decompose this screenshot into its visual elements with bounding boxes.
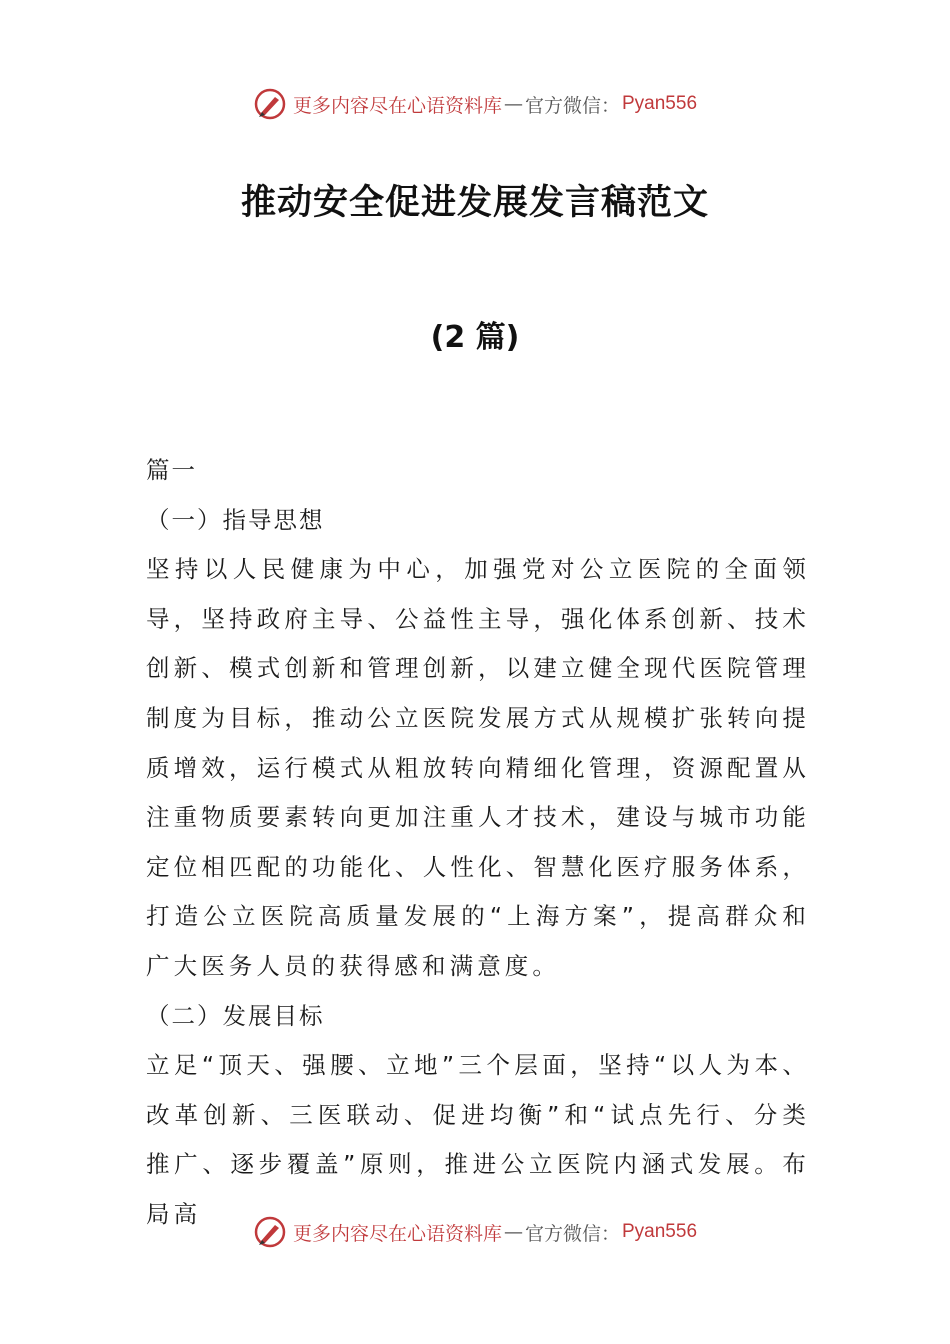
pen-logo-icon (253, 87, 287, 121)
watermark-wechat-id: Pyan556 (622, 93, 698, 114)
watermark-wechat-id: Pyan556 (622, 1221, 698, 1242)
watermark-official-label: 官方微信： (524, 94, 620, 117)
watermark-separator: — (503, 1221, 523, 1243)
watermark-banner-bottom (0, 1212, 950, 1252)
section-heading-development-goals: （二）发展目标 (146, 1001, 325, 1030)
part-label: 篇一 (146, 456, 197, 484)
watermark-text: 更多内容尽在心语资料库 (292, 94, 502, 117)
watermark-separator: — (503, 93, 523, 115)
watermark-official-label: 官方微信： (524, 1222, 620, 1245)
watermark-banner-top (0, 84, 950, 124)
document-title: 推动安全促进发展发言稿范文 (240, 183, 709, 223)
section-body-development-goals: 立足“顶天、强腰、立地”三个层面，坚持“以人为本、改革创新、三医联动、促进均衡”和“试点先行、分类推广、逐步覆盖”原则，推进公立医院内涵式发展。布局高 (146, 1051, 810, 1228)
document-subtitle: (2 篇) (430, 320, 520, 355)
pen-logo-icon (253, 1215, 287, 1249)
document-body (146, 446, 810, 1240)
watermark-text: 更多内容尽在心语资料库 (292, 1222, 502, 1245)
section-body-guiding-ideology: 坚持以人民健康为中心，加强党对公立医院的全面领导，坚持政府主导、公益性主导，强化体系创新、技术创新、模式创新和管理创新，以建立健全现代医院管理制度为目标，推动公立医院发展方式从规模扩张转向提质增效，运行模式从粗放转向精细化管理，资源配置从注重物质要素转向更加注重人才技术，建设与城市功能定位相匹配的功能化、人性化、智慧化医疗服务体系，打造公立医院高质量发展的“上海方案”，提高群众和广大医务人员的获得感和满意度。 (146, 555, 810, 980)
section-heading-guiding-ideology: （一）指导思想 (146, 505, 325, 534)
